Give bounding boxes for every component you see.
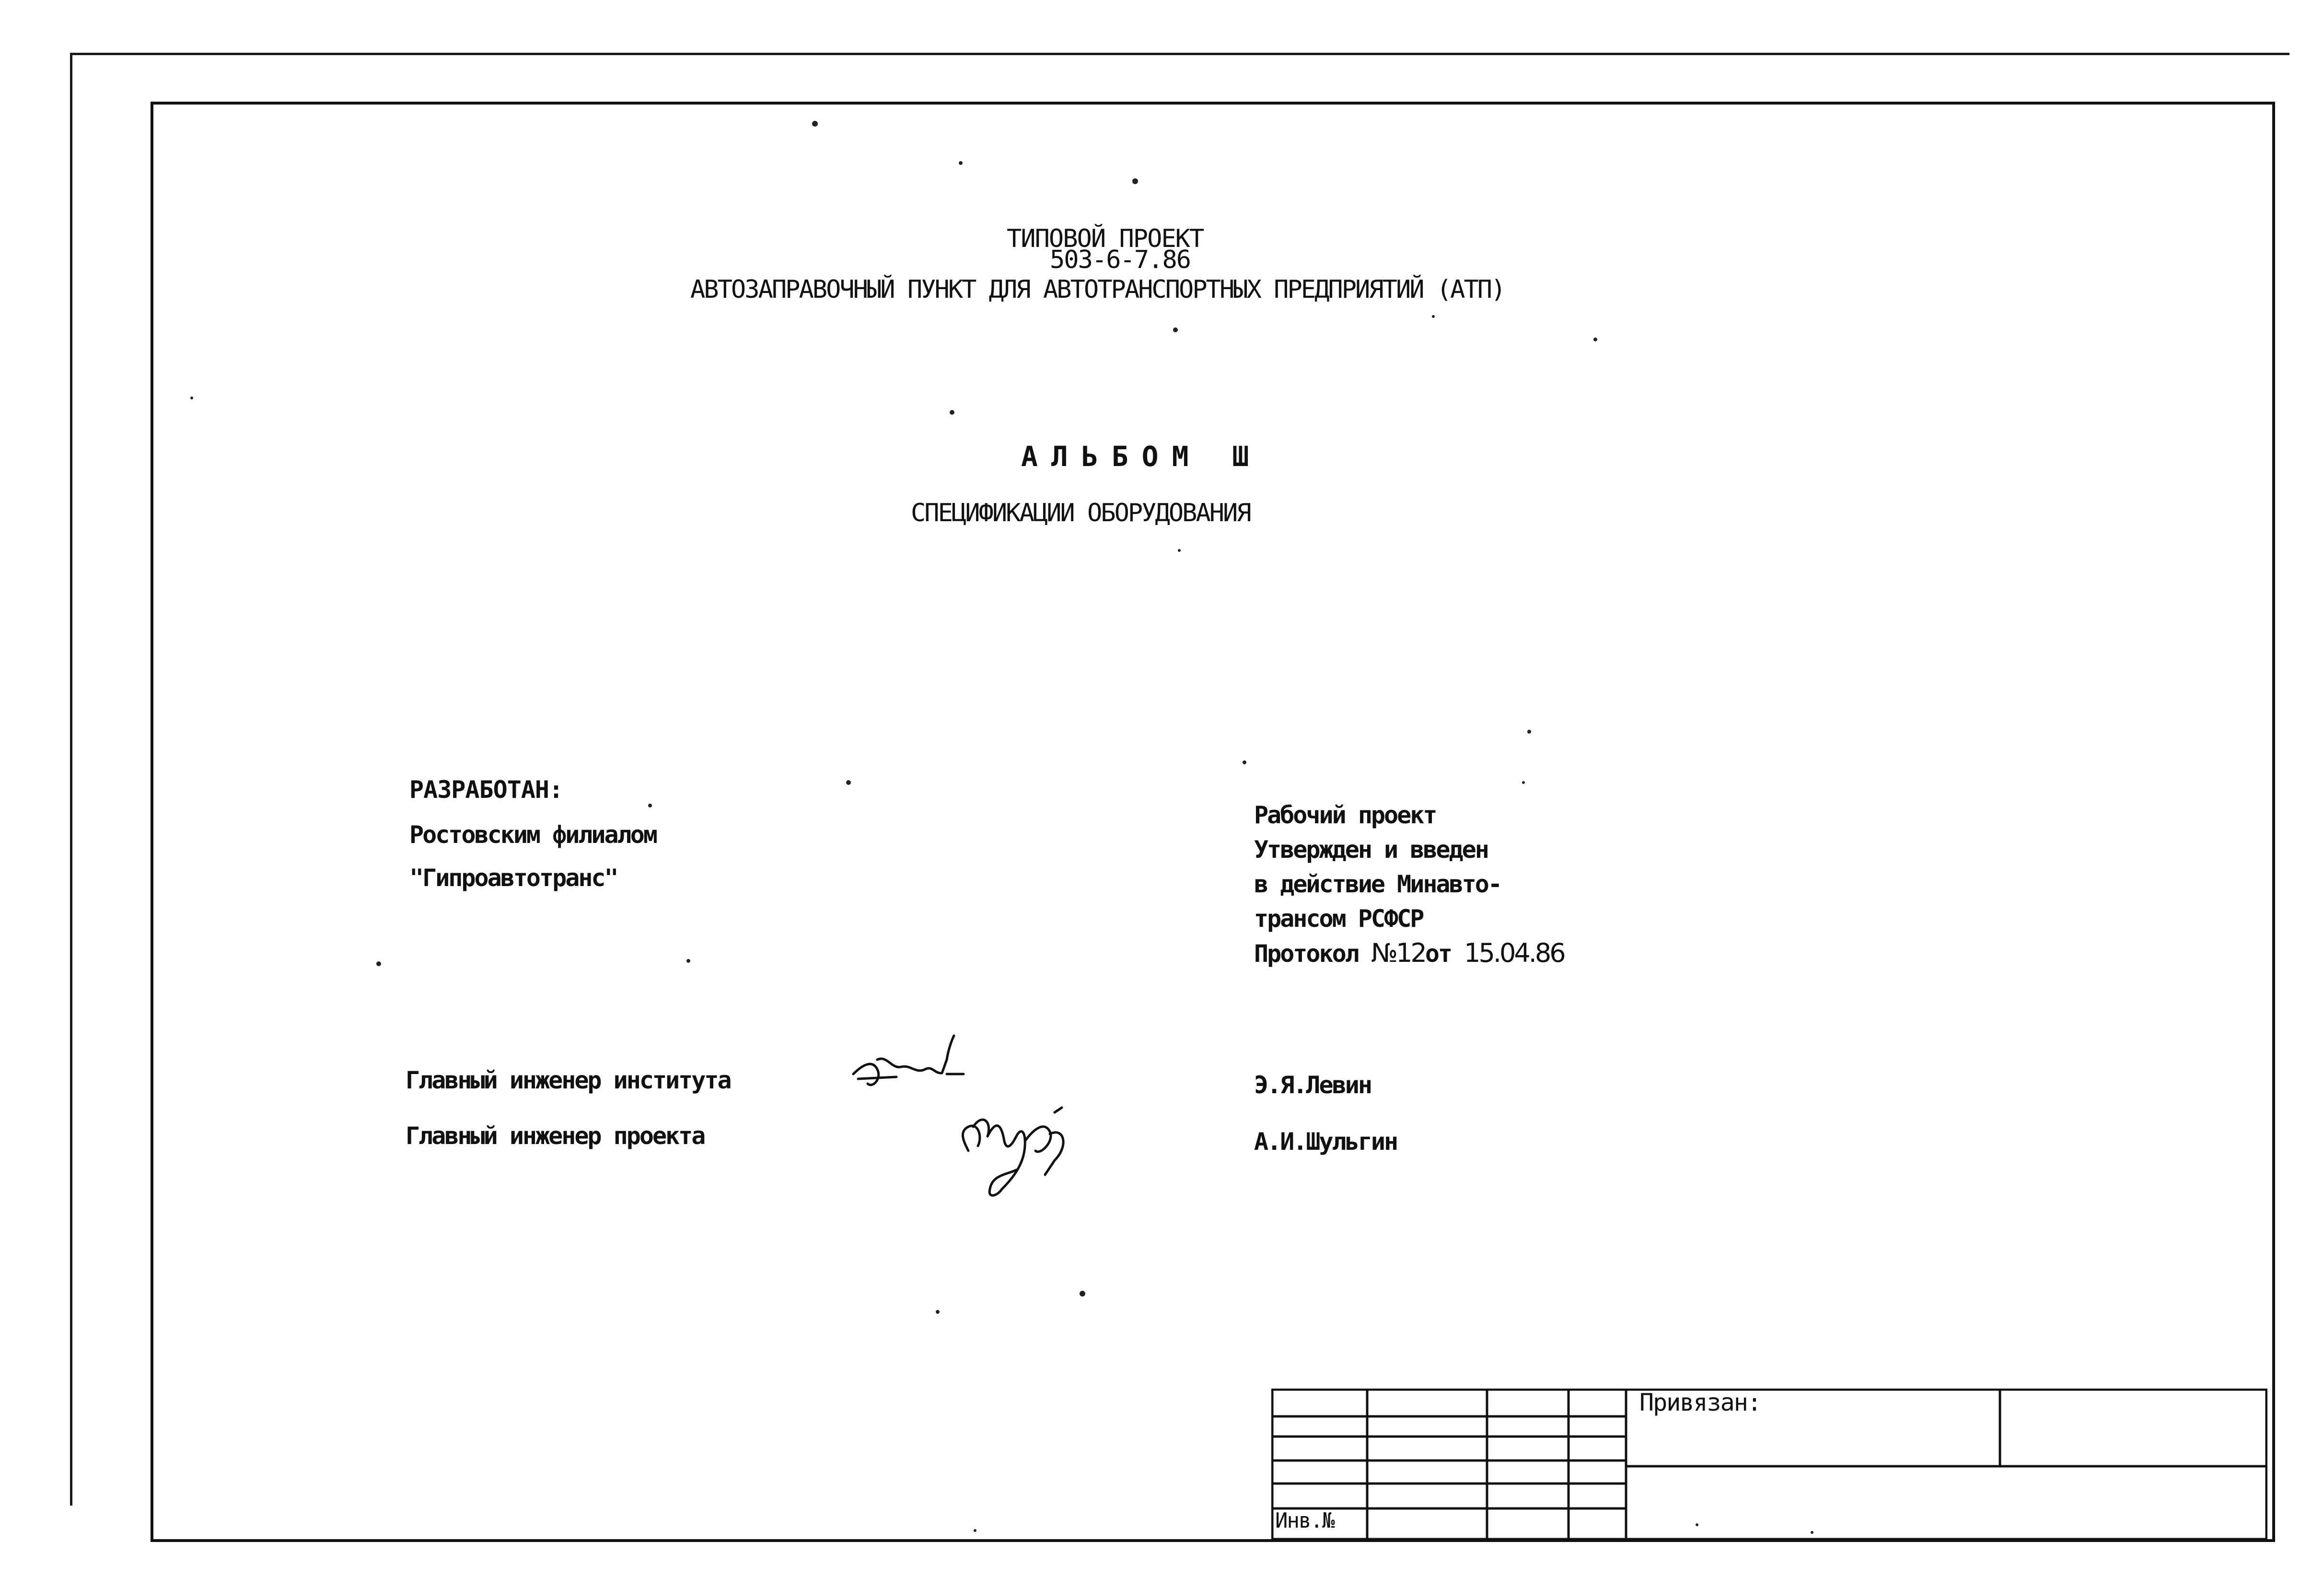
- developer-org-line1: Ростовским филиалом: [409, 821, 656, 849]
- signatory-role-institute: Главный инженер института: [406, 1066, 731, 1094]
- signatory-name-institute: Э.Я.Левин: [1254, 1071, 1371, 1099]
- signatory-name-project: А.И.Шульгин: [1254, 1128, 1397, 1156]
- developer-org-line2: "Гипроавтотранс": [409, 864, 617, 892]
- project-type: ТИПОВОЙ ПРОЕКТ: [1007, 224, 1204, 253]
- project-title: АВТОЗАПРАВОЧНЫЙ ПУНКТ ДЛЯ АВТОТРАНСПОРТНЫХ ПРЕДПРИЯТИЙ (АТП): [690, 275, 1505, 304]
- bound-label: Привязан:: [1639, 1389, 1761, 1416]
- developer-label: РАЗРАБОТАН:: [409, 776, 563, 804]
- album-label: АЛЬБОМ Ш: [1021, 440, 1263, 473]
- project-number: 503-6-7.86: [1050, 245, 1191, 274]
- inventory-label: Инв.№: [1275, 1508, 1334, 1533]
- signatory-role-project: Главный инженер проекта: [406, 1122, 705, 1150]
- approval-line3: в действие Минавто-: [1254, 870, 1501, 898]
- approval-line2: Утвержден и введен: [1254, 836, 1488, 864]
- approval-line1: Рабочий проект: [1254, 801, 1436, 829]
- protocol-label: Протокол: [1254, 940, 1358, 968]
- approval-line4: трансом РСФСР: [1254, 905, 1423, 933]
- album-subtitle: СПЕЦИФИКАЦИИ ОБОРУДОВАНИЯ: [911, 499, 1250, 527]
- protocol-from: от: [1425, 940, 1452, 968]
- protocol-number: №12: [1371, 938, 1425, 968]
- protocol-date: 15.04.86: [1464, 938, 1564, 968]
